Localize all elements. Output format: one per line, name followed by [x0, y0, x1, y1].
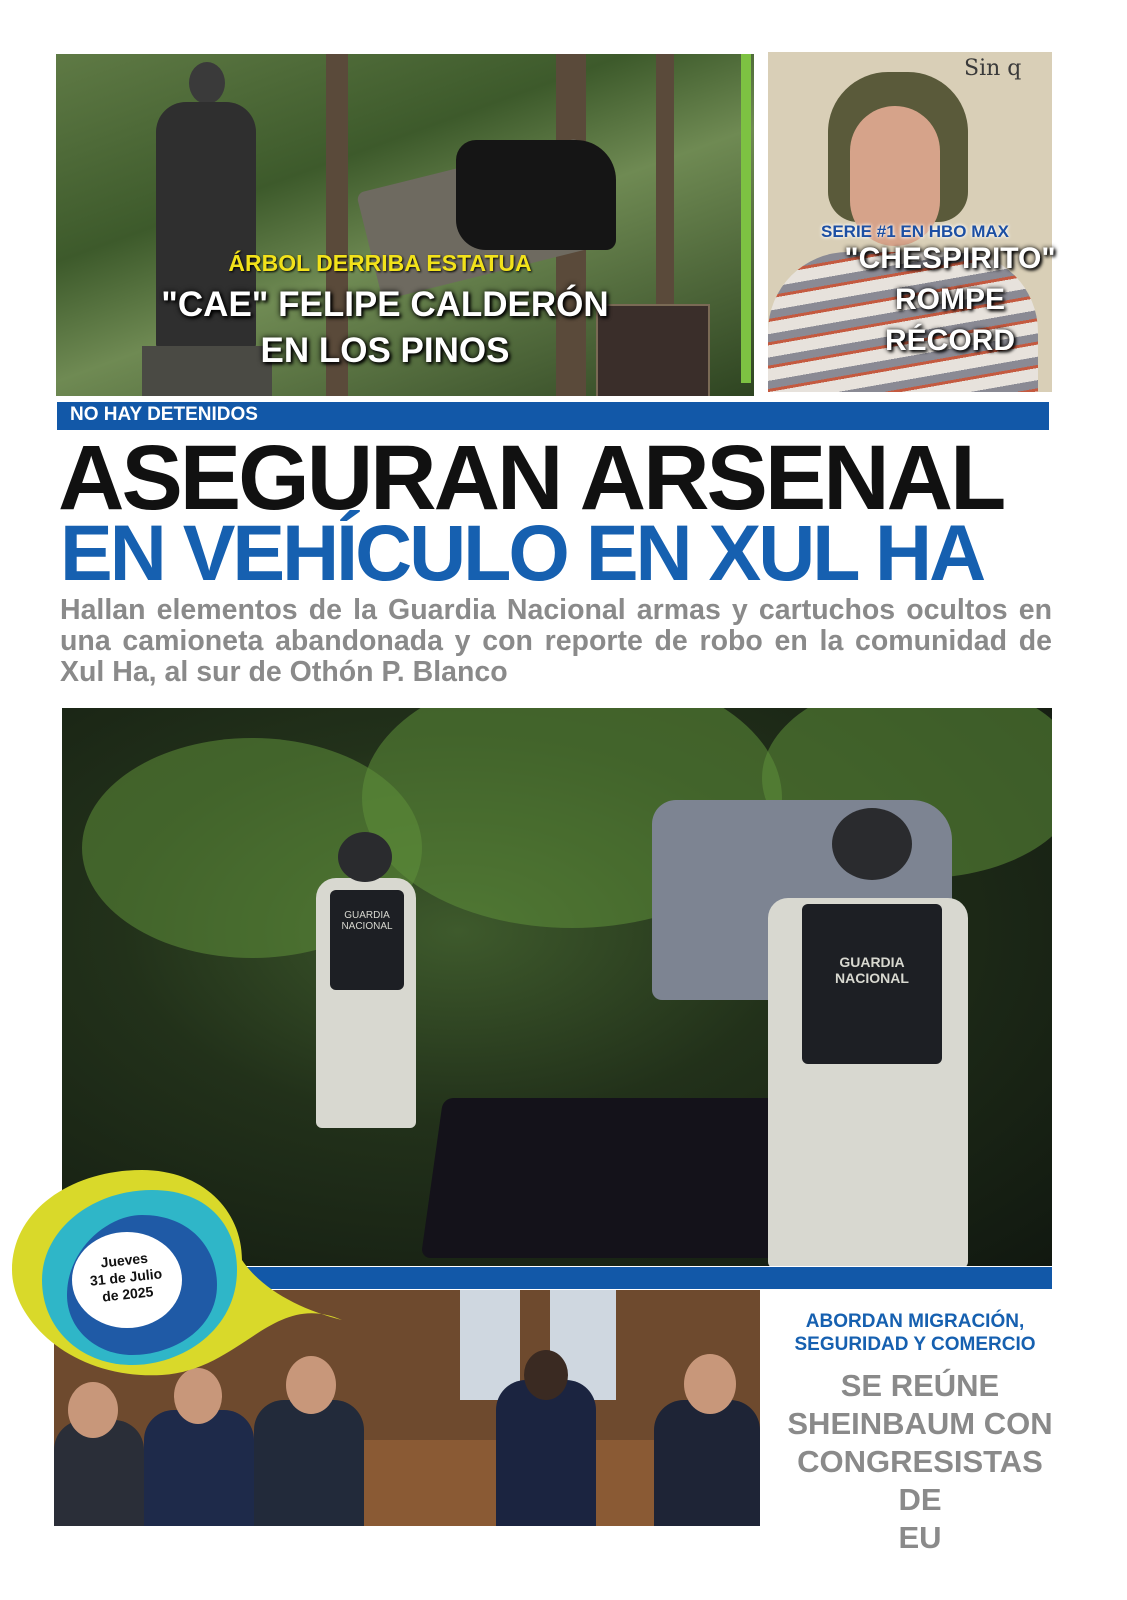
main-headline-line2[interactable]: EN VEHÍCULO EN XUL HA — [60, 508, 984, 597]
edition-date — [74, 1247, 179, 1308]
top-left-headline[interactable] — [150, 282, 620, 374]
bottom-right-kicker-line: ABORDAN MIGRACIÓN, — [805, 1311, 1025, 1332]
helmet — [832, 808, 912, 880]
top-right-headline-line: RÉCORD — [884, 324, 1015, 357]
edition-day: Jueves — [99, 1249, 149, 1271]
top-right-headline[interactable] — [800, 238, 1100, 361]
bottom-right-headline-line: SHEINBAUM CON — [787, 1406, 1053, 1441]
person — [496, 1380, 596, 1526]
bottom-right-kicker-line: SEGURIDAD Y COMERCIO — [794, 1334, 1036, 1355]
top-right-headline-line: ROMPE — [894, 283, 1005, 316]
head — [524, 1350, 568, 1400]
vest-label: GUARDIA NACIONAL — [341, 910, 393, 932]
bottom-right-kicker — [780, 1310, 1050, 1356]
bottom-bar — [236, 1267, 1052, 1289]
bottom-right-headline-line: SE REÚNE — [840, 1368, 1000, 1403]
bottom-right-headline-line: CONGRESISTAS DE — [797, 1444, 1043, 1517]
vest-label: GUARDIA NACIONAL — [835, 954, 909, 986]
accent-stripe — [741, 54, 751, 383]
top-left-headline-line: "CAE" FELIPE CALDERÓN — [161, 285, 609, 324]
top-right-headline-line: "CHESPIRITO" — [844, 242, 1056, 275]
main-kicker: NO HAY DETENIDOS — [70, 404, 258, 425]
vest-right — [802, 904, 942, 1064]
person — [144, 1410, 254, 1526]
bottom-right-headline[interactable] — [775, 1367, 1065, 1557]
edition-logo-icon — [12, 1170, 342, 1380]
top-left-kicker: ÁRBOL DERRIBA ESTATUA — [228, 250, 532, 276]
main-deck: Hallan elementos de la Guardia Nacional armas y cartuchos ocultos en una camioneta abandonada y con reporte de robo en la comunidad de Xul Ha, al sur de Othón P. Blanco — [60, 594, 1052, 688]
main-headline-line1[interactable]: ASEGURAN ARSENAL — [58, 427, 1004, 529]
top-left-headline-line: EN LOS PINOS — [260, 331, 510, 370]
edition-year: de 2025 — [101, 1283, 155, 1305]
bottom-right-headline-line: EU — [898, 1520, 942, 1555]
person — [654, 1400, 760, 1526]
vest-left — [330, 890, 404, 990]
head — [684, 1354, 736, 1414]
edition-date-text: 31 de Julio — [89, 1265, 163, 1289]
helmet — [338, 832, 392, 882]
statue-head — [189, 62, 225, 104]
person — [254, 1400, 364, 1526]
head — [68, 1382, 118, 1438]
sign-text: Sin q — [964, 56, 1022, 81]
black-tarp — [456, 140, 616, 250]
top-right-kicker: SERIE #1 EN HBO MAX — [821, 222, 1009, 241]
